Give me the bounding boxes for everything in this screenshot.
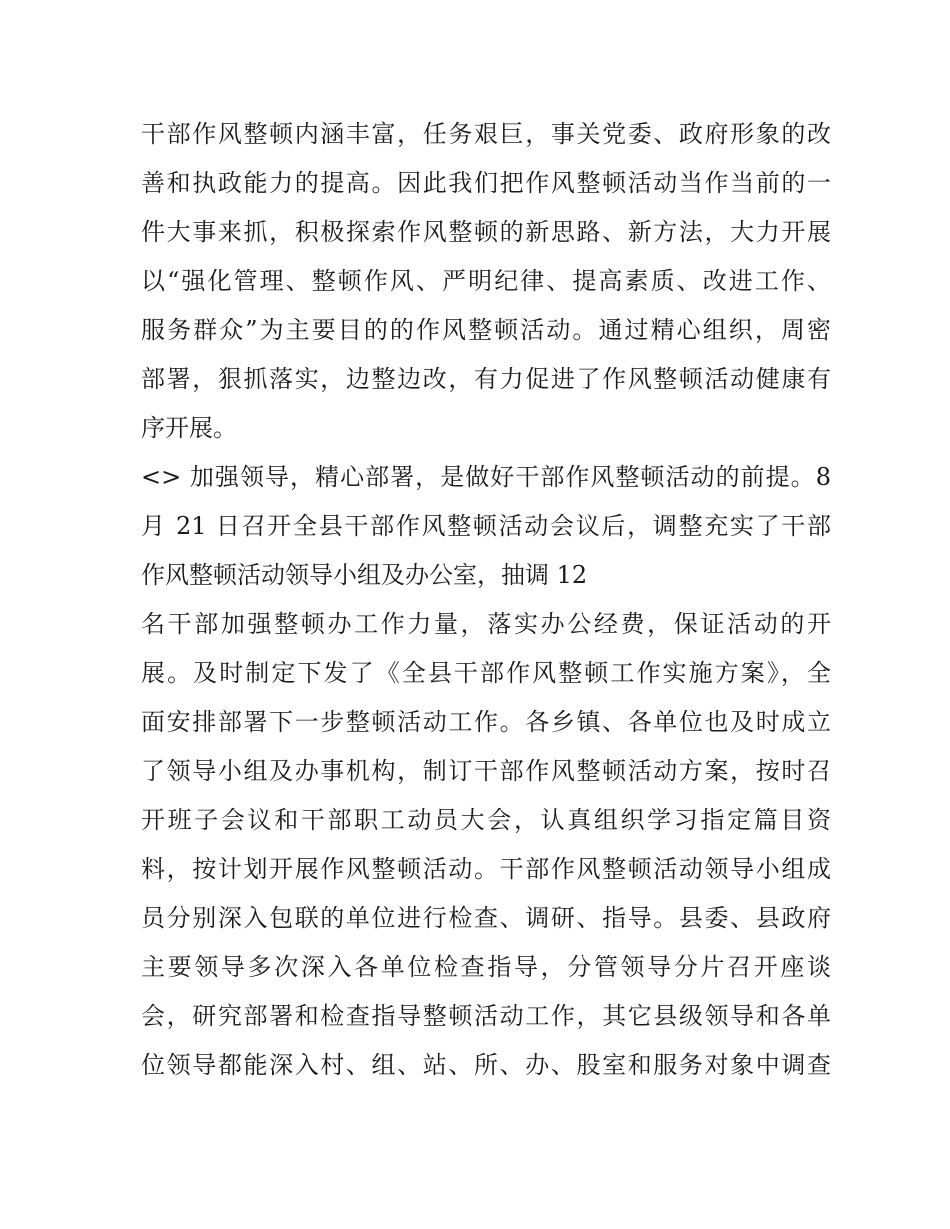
text-line: 月 21 日召开全县干部作风整顿活动会议后，调整充实了干部 (141, 512, 831, 540)
text-line: 以“强化管理、整顿作风、严明纪律、提高素质、改进工作、 (141, 267, 831, 295)
text-line: <> 加强领导，精心部署，是做好干部作风整顿活动的前提。8 (141, 463, 831, 491)
text-line: 会，研究部署和检查指导整顿活动工作，其它县级领导和各单 (141, 1002, 831, 1030)
text-line: 面安排部署下一步整顿活动工作。各乡镇、各单位也及时成立 (141, 708, 831, 736)
text-line: 作风整顿活动领导小组及办公室，抽调 12 (141, 561, 588, 589)
text-line: 善和执政能力的提高。因此我们把作风整顿活动当作当前的一 (141, 169, 831, 197)
text-line: 干部作风整顿内涵丰富，任务艰巨，事关党委、政府形象的改 (141, 120, 831, 148)
text-line: 主要领导多次深入各单位检查指导，分管领导分片召开座谈 (141, 953, 831, 981)
body-text (141, 110, 831, 1090)
text-line: 展。及时制定下发了《全县干部作风整顿工作实施方案》，全 (141, 659, 831, 687)
text-line: 部署，狠抓落实，边整边改，有力促进了作风整顿活动健康有 (141, 365, 831, 393)
text-line: 服务群众”为主要目的的作风整顿活动。通过精心组织，周密 (141, 316, 831, 344)
text-line: 序开展。 (141, 414, 237, 442)
text-line: 位领导都能深入村、组、站、所、办、股室和服务对象中调查 (141, 1051, 831, 1079)
text-line: 件大事来抓，积极探索作风整顿的新思路、新方法，大力开展 (141, 218, 831, 246)
text-line: 了领导小组及办事机构，制订干部作风整顿活动方案，按时召 (141, 757, 831, 785)
text-line: 开班子会议和干部职工动员大会，认真组织学习指定篇目资 (141, 806, 831, 834)
text-line: 员分别深入包联的单位进行检查、调研、指导。县委、县政府 (141, 904, 831, 932)
text-line: 料，按计划开展作风整顿活动。干部作风整顿活动领导小组成 (141, 855, 831, 883)
text-line: 名干部加强整顿办工作力量，落实办公经费，保证活动的开 (141, 610, 831, 638)
